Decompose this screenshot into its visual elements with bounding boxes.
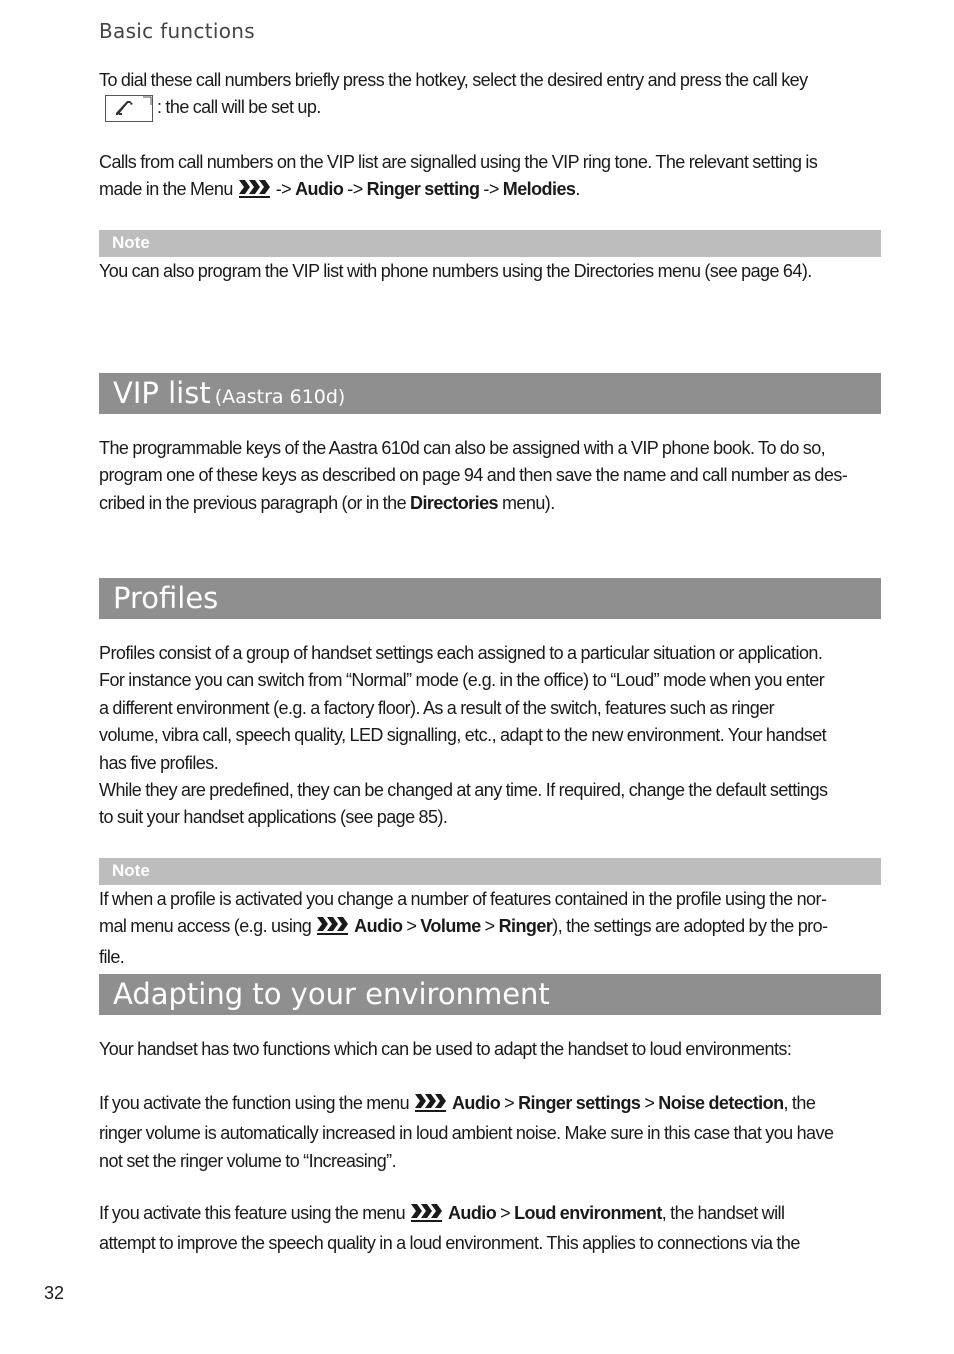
- arrow-separator: ->: [479, 179, 503, 200]
- note-1-text: You can also program the VIP list with phone numbers using the Directories menu (see page 64).: [99, 261, 812, 281]
- profiles-line: volume, vibra call, speech quality, LED signalling, etc., adapt to the new environment. Your handset: [99, 725, 827, 746]
- adapting-paragraph-2: [99, 1200, 889, 1258]
- note-label: Note: [112, 233, 150, 252]
- vip-ring-paragraph: [99, 149, 889, 207]
- menu-path-melodies: Melodies: [502, 179, 576, 200]
- section-subtitle: (Aastra 610d): [214, 386, 346, 408]
- menu-path-ringer: Ringer: [498, 916, 553, 937]
- phone-handset-call-key-icon: [105, 95, 153, 122]
- section-title: Profiles: [113, 581, 219, 615]
- gt-separator: >: [640, 1093, 659, 1113]
- adapting-p1-text: If you activate the function using the menu: [99, 1093, 414, 1113]
- menu-path-ringer-settings: Ringer settings: [518, 1093, 641, 1113]
- note-2-line-2-text: mal menu access (e.g. using: [99, 916, 316, 937]
- vip-ring-line-1: Calls from call numbers on the VIP list are signalled using the VIP ring tone. The relevant setting is: [99, 152, 818, 172]
- running-header: Basic functions: [99, 19, 255, 43]
- note-bar: [99, 230, 881, 257]
- menu-path-audio: Audio: [354, 916, 403, 937]
- menu-path-audio: Audio: [295, 179, 344, 200]
- menu-path-audio: Audio: [451, 1093, 501, 1113]
- profiles-line: a different environment (e.g. a factory floor). As a result of the switch, features such as ringer: [99, 697, 775, 718]
- note-label: Note: [112, 861, 150, 880]
- section-title: VIP list: [113, 376, 211, 410]
- note-2-line-2: [99, 913, 889, 943]
- section-heading-profiles: [99, 578, 881, 619]
- section-title: Adapting to your environment: [113, 977, 550, 1011]
- profiles-line: While they are predefined, they can be changed at any time. If required, change the default settings: [99, 780, 828, 801]
- vip-list-line-2: program one of these keys as described on page 94 and then save the name and call number as des-: [99, 465, 848, 486]
- section-heading-adapting: [99, 974, 881, 1015]
- vip-ring-menu-text: made in the Menu: [99, 179, 233, 200]
- note-bar: [99, 858, 881, 885]
- gt-separator: >: [480, 916, 499, 937]
- menu-path-ringer-setting: Ringer setting: [366, 179, 480, 200]
- directories-keyword: Directories: [410, 492, 498, 513]
- vip-list-line-3: [99, 490, 889, 517]
- section-heading-vip-list: [99, 373, 881, 414]
- note-2-line-1: If when a profile is activated you change a number of features contained in the profile using the nor-: [99, 889, 827, 909]
- menu-icon: [316, 915, 349, 943]
- profiles-line: For instance you can switch from “Normal” mode (e.g. in the office) to “Loud” mode when you enter: [99, 670, 825, 691]
- menu-path-audio: Audio: [447, 1203, 497, 1223]
- profiles-line: has five profiles.: [99, 752, 219, 773]
- vip-ring-line-2: [99, 176, 889, 206]
- adapting-paragraph-1: [99, 1090, 889, 1175]
- dial-line-2: [99, 94, 889, 122]
- profiles-line: to suit your handset applications (see page 85).: [99, 807, 448, 828]
- menu-path-volume: Volume: [420, 916, 481, 937]
- menu-icon: [238, 178, 271, 206]
- menu-path-loud-environment: Loud environment: [514, 1203, 662, 1223]
- menu-icon: [414, 1092, 447, 1120]
- arrow-separator: ->: [343, 179, 367, 200]
- adapting-p2-line-1-end: , the handset will: [661, 1203, 785, 1223]
- vip-list-line-3-text: cribed in the previous paragraph (or in the: [99, 492, 410, 513]
- adapting-p1-line-3: not set the ringer volume to “Increasing”.: [99, 1150, 397, 1171]
- adapting-p2-line-2: attempt to improve the speech quality in a loud environment. This applies to connections via the: [99, 1233, 800, 1254]
- vip-list-paragraph: [99, 435, 889, 517]
- vip-list-line-3-end: menu).: [498, 492, 555, 513]
- page-number: 32: [44, 1283, 65, 1303]
- dial-line-1: To dial these call numbers briefly press the hotkey, select the desired entry and press the call key: [99, 70, 808, 90]
- gt-separator: >: [496, 1203, 515, 1223]
- adapting-p2-text: If you activate this feature using the menu: [99, 1203, 409, 1223]
- arrow-separator: ->: [271, 179, 296, 200]
- dial-paragraph: [99, 67, 889, 122]
- adapting-p1-line-2: ringer volume is automatically increased in loud ambient noise. Make sure in this case that you have: [99, 1123, 834, 1144]
- note-2-line-3: file.: [99, 946, 125, 967]
- gt-separator: >: [402, 916, 421, 937]
- vip-list-line-1: The programmable keys of the Aastra 610d can also be assigned with a VIP phone book. To do so,: [99, 438, 826, 458]
- note-2-text: [99, 886, 889, 971]
- gt-separator: >: [500, 1093, 519, 1113]
- dial-line-2-text: : the call will be set up.: [157, 97, 321, 118]
- adapting-p2-line-1: [99, 1200, 889, 1230]
- profiles-line: Profiles consist of a group of handset settings each assigned to a particular situation or application.: [99, 643, 823, 663]
- menu-icon: [410, 1202, 443, 1230]
- menu-path-noise-detection: Noise detection: [658, 1093, 784, 1113]
- note-2-line-2-end: ), the settings are adopted by the pro-: [552, 916, 828, 937]
- adapting-p1-line-1: [99, 1090, 889, 1120]
- adapting-p1-line-1-end: , the: [783, 1093, 816, 1113]
- profiles-paragraph: [99, 640, 889, 832]
- adapting-intro: Your handset has two functions which can be used to adapt the handset to loud environments:: [99, 1039, 792, 1059]
- period: .: [575, 179, 580, 200]
